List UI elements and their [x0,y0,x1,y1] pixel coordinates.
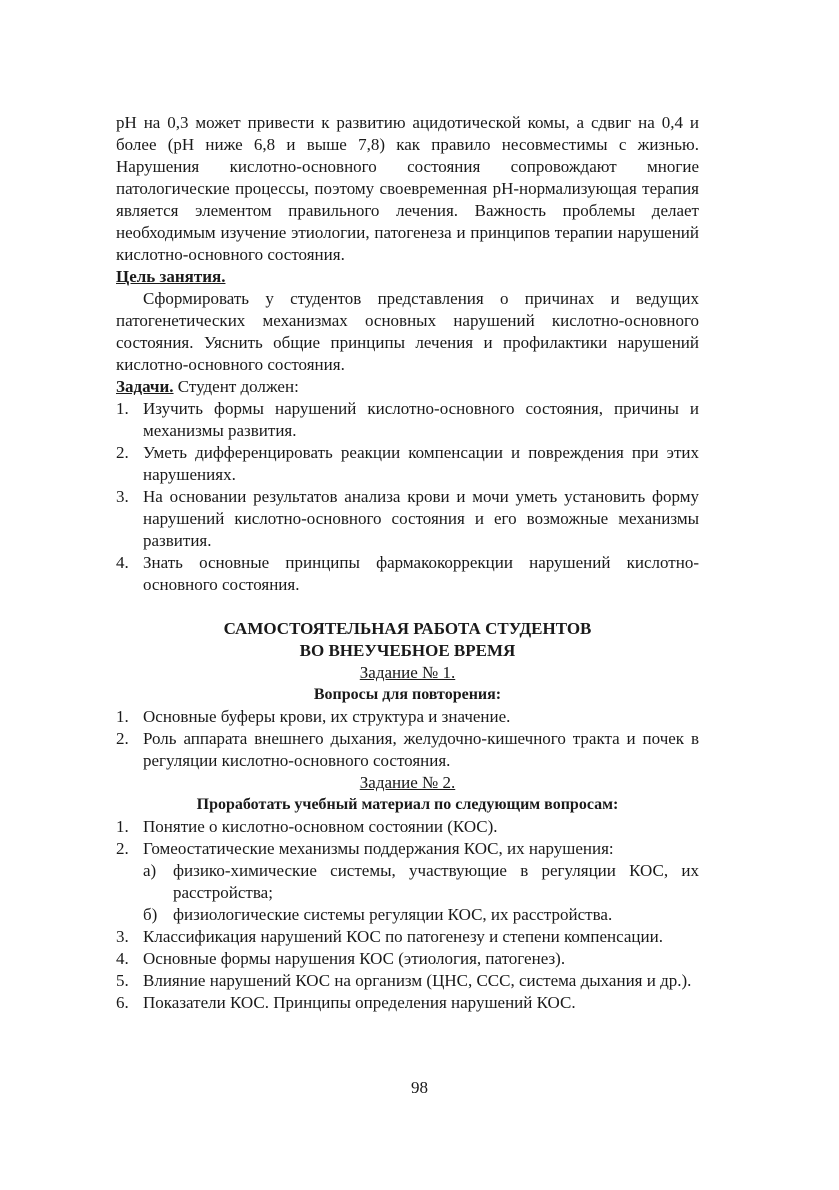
list-number: 5. [116,971,129,990]
list-number: 4. [116,553,129,572]
assignment1-list [116,706,699,772]
list-number: 3. [116,927,129,946]
sub-list [143,860,699,926]
sub-list-item-text: физико-химические системы, участвующие в регуляции КОС, их расстройства; [173,861,699,902]
list-item-text: Уметь дифференцировать реакции компенсации и повреждения при этих нарушениях. [143,443,699,484]
list-item-text: Гомеостатические механизмы поддержания КОС, их нарушения: [143,839,614,858]
list-item-text: Знать основные принципы фармакокоррекции нарушений кислотно-основного состояния. [143,553,699,594]
list-number: 4. [116,949,129,968]
list-item [116,706,699,728]
list-item [116,398,699,442]
sub-list-letter: а) [143,861,157,880]
sub-list-item [143,904,699,926]
assignment1-label: Задание № 1. [359,663,456,682]
list-item-text: Роль аппарата внешнего дыхания, желудочно-кишечного тракта и почек в регуляции кислотно-основного состояния. [143,729,699,770]
list-item [116,838,699,926]
assignment2-list [116,816,699,1014]
list-item [116,816,699,838]
list-number: 6. [116,993,129,1012]
list-item [116,486,699,552]
assignment1-subtitle: Вопросы для повторения: [313,686,502,703]
list-number: 2. [116,729,129,748]
section-title-line2: ВО ВНЕУЧЕБНОЕ ВРЕМЯ [299,641,516,660]
tasks-lead: Студент должен: [173,377,299,396]
tasks-line [116,376,699,398]
intro-paragraph: pH на 0,3 может привести к развитию ацидотической комы, а сдвиг на 0,4 и более (pH ниже 6,8 и выше 7,8) как правило несовместимы с жизнью. Нарушения кислотно-основного состояния сопровождают многие патологические процессы, поэтому своевременная pH-нормализующая терапия является элементом правильного лечения. Важность проблемы делает необходимым изучение этиологии, патогенеза и принципов терапии нарушений кислотно-основного состояния. [116,113,699,264]
goal-paragraph: Сформировать у студентов представления о причинах и ведущих патогенетических механизмах основных нарушений кислотно-основного состояния. Уяснить общие принципы лечения и профилактики нарушений кислотно-основного состояния. [116,289,699,374]
sub-list-item [143,860,699,904]
sub-list-item-text: физиологические системы регуляции КОС, их расстройства. [173,905,613,924]
assignment2-subtitle: Проработать учебный материал по следующим вопросам: [196,796,619,813]
list-item-text: Понятие о кислотно-основном состоянии (КОС). [143,817,498,836]
sub-list-letter: б) [143,905,158,924]
list-item [116,442,699,486]
list-item-text: Классификация нарушений КОС по патогенезу и степени компенсации. [143,927,663,946]
list-item [116,948,699,970]
assignment2-label: Задание № 2. [359,773,456,792]
list-item-text: Основные формы нарушения КОС (этиология, патогенез). [143,949,566,968]
list-item-text: Показатели КОС. Принципы определения нарушений КОС. [143,993,576,1012]
list-item-text: На основании результатов анализа крови и мочи уметь установить форму нарушений кислотно-основного состояния и его возможные механизмы развития. [143,487,699,550]
goal-heading: Цель занятия. [116,267,226,286]
tasks-list [116,398,699,596]
list-item-text: Влияние нарушений КОС на организм (ЦНС, ССС, система дыхания и др.). [143,971,692,990]
list-number: 2. [116,443,129,462]
list-item [116,970,699,992]
list-item-text: Основные буферы крови, их структура и значение. [143,707,511,726]
list-item [116,992,699,1014]
list-number: 1. [116,707,129,726]
list-item [116,926,699,948]
page-number: 98 [411,1078,428,1097]
section-title-line1: САМОСТОЯТЕЛЬНАЯ РАБОТА СТУДЕНТОВ [223,619,592,638]
list-number: 1. [116,817,129,836]
list-item [116,728,699,772]
list-number: 1. [116,399,129,418]
list-item [116,552,699,596]
tasks-heading: Задачи. [116,377,174,396]
list-number: 3. [116,487,129,506]
list-item-text: Изучить формы нарушений кислотно-основного состояния, причины и механизмы развития. [143,399,699,440]
list-number: 2. [116,839,129,858]
